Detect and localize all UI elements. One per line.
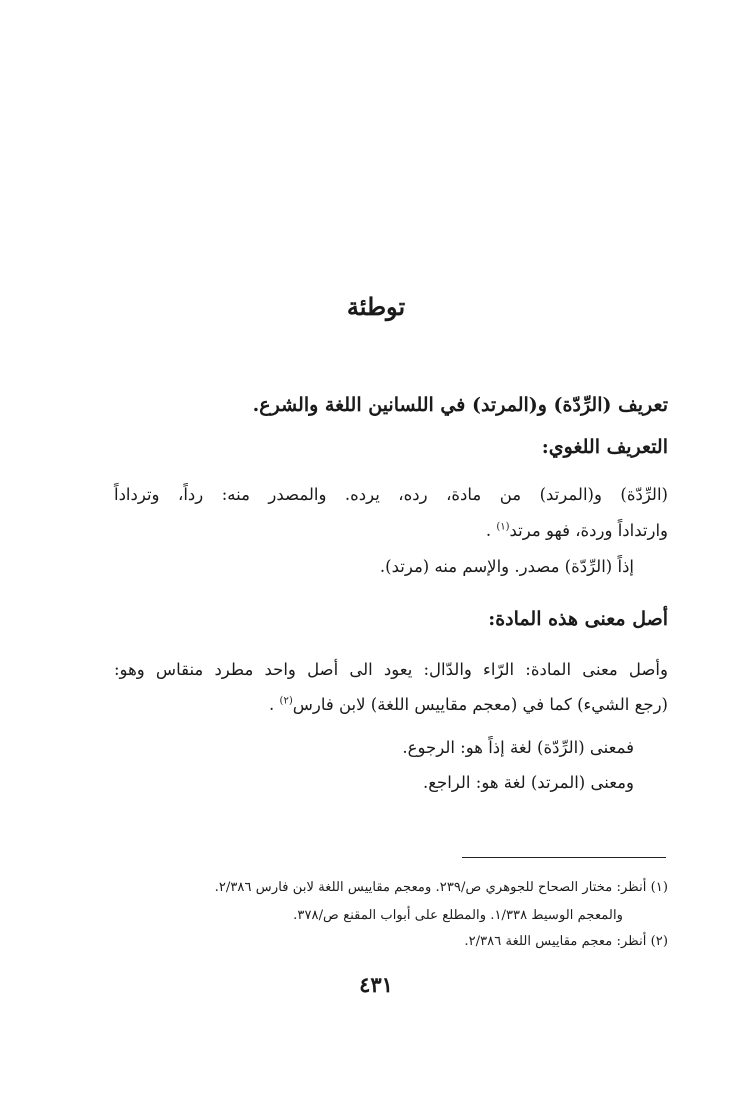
paragraph-1-line-2 — [486, 521, 668, 540]
paragraph-1-line-2-end: . — [485, 521, 492, 540]
paragraph-1-line-1: (الرِّدّة) و(المرتد) من مادة، رده، يرده. والمصدر منه: رداً، وترداداً — [114, 485, 668, 504]
paragraph-2: إذاً (الرِّدّة) مصدر. والإسم منه (مرتد). — [379, 557, 634, 576]
paragraph-3-line-2 — [269, 695, 668, 714]
footnote-1-line-2: والمعجم الوسيط ١/٣٣٨. والمطلع على أبواب المقنع ص/٣٧٨. — [293, 908, 623, 923]
footnote-separator — [462, 857, 666, 858]
paragraph-3-line-2-text: (رجع الشيء) كما في (معجم مقاييس اللغة) لابن فارس — [292, 695, 668, 714]
footnote-1-line-1: (١) أنظر: مختار الصحاح للجوهري ص/٢٣٩. ومعجم مقاييس اللغة لابن فارس ٢/٣٨٦. — [214, 880, 668, 895]
paragraph-3-line-1: وأصل معنى المادة: الرّاء والدّال: يعود الى أصل واحد مطرد منقاس وهو: — [114, 660, 668, 679]
page-title: توطئة — [346, 292, 406, 321]
paragraph-4: فمعنى (الرِّدّة) لغة إذاً هو: الرجوع. — [402, 738, 634, 757]
footnote-2: (٢) أنظر: معجم مقاييس اللغة ٢/٣٨٦. — [464, 934, 668, 949]
page-number: ٤٣١ — [359, 972, 393, 997]
footnote-ref-1: (١) — [496, 521, 510, 533]
lexical-definition-heading: التعريف اللغوي: — [541, 436, 668, 458]
paragraph-3-line-2-end: . — [269, 695, 275, 714]
paragraph-1-line-2-text: وارتداداً وردة، فهو مرتد — [509, 521, 668, 540]
origin-heading: أصل معنى هذه المادة: — [488, 608, 668, 630]
footnote-ref-2: (٢) — [279, 695, 293, 707]
section-heading: تعريف (الرِّدّة) و(المرتد) في اللسانين اللغة والشرع. — [252, 394, 668, 416]
paragraph-5: ومعنى (المرتد) لغة هو: الراجع. — [422, 773, 634, 792]
